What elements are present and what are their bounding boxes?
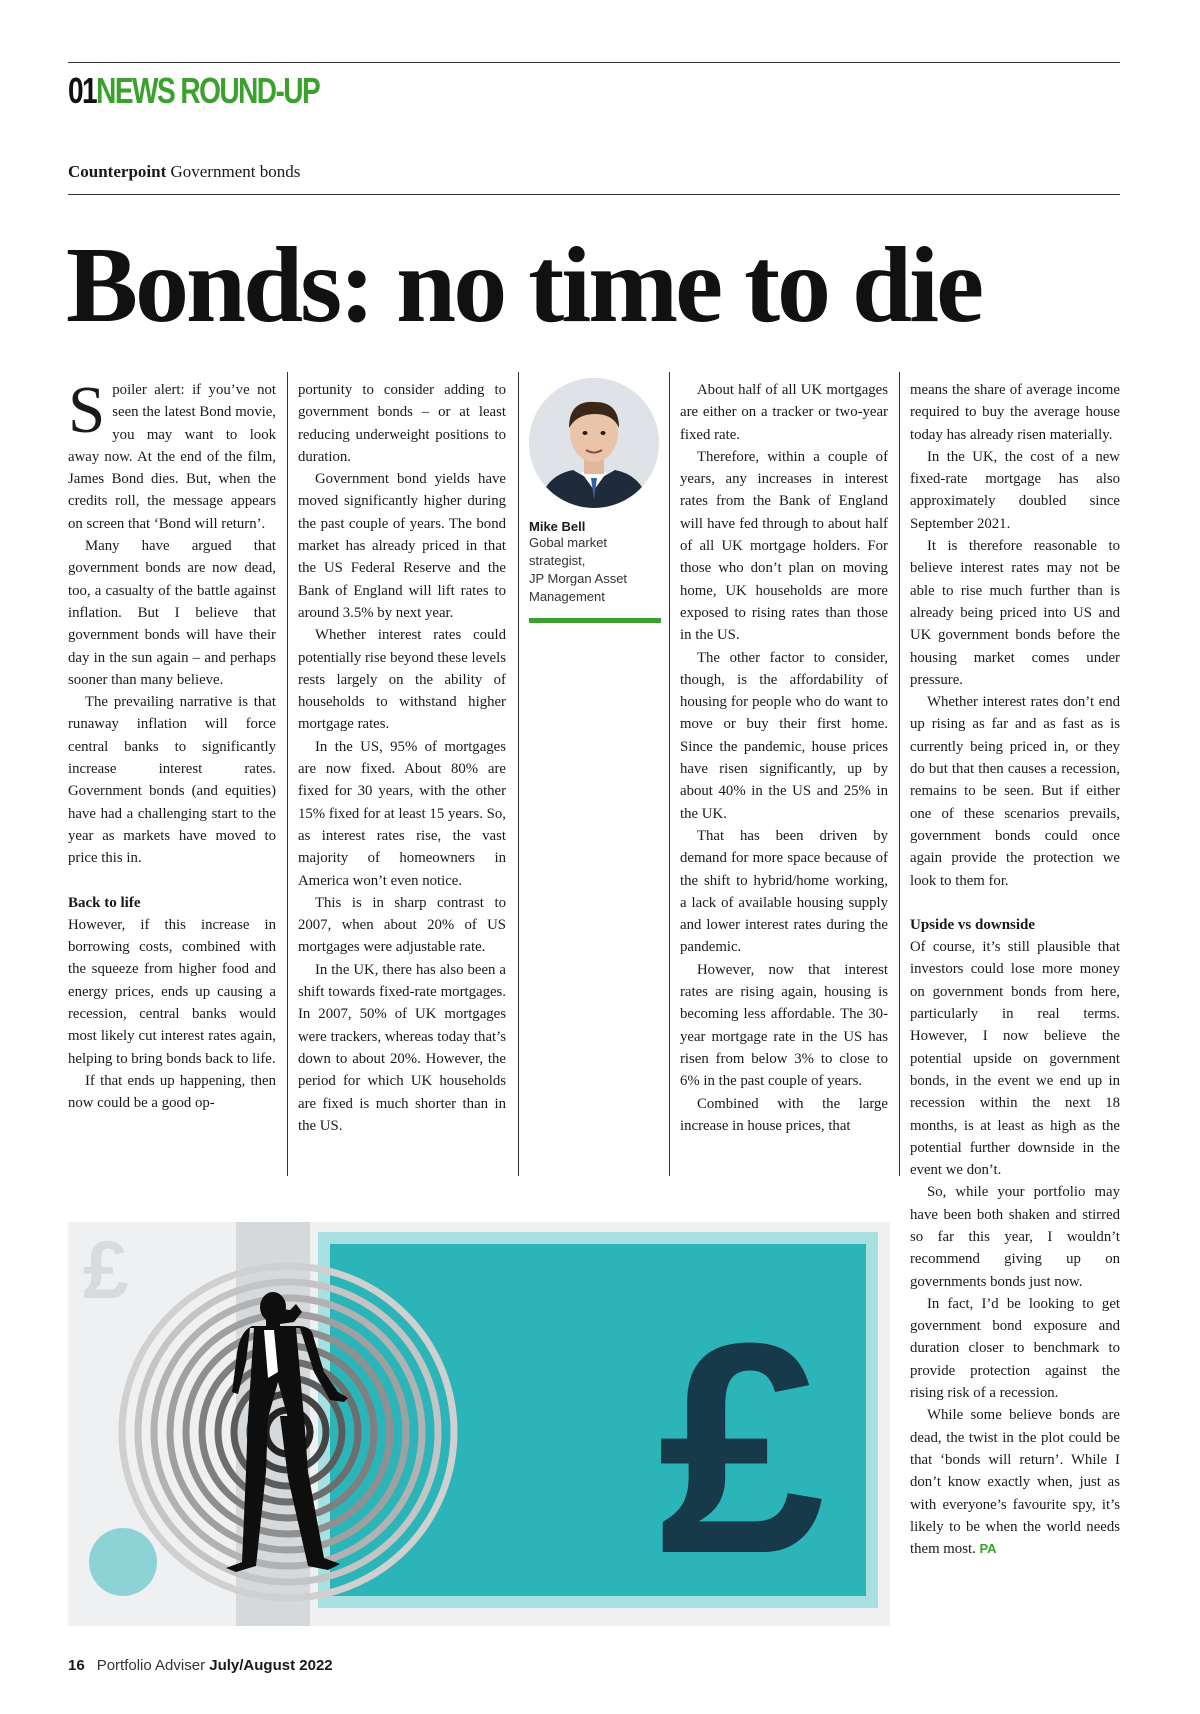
author-photo — [529, 378, 659, 508]
column-divider — [518, 372, 519, 1176]
column-divider — [669, 372, 670, 1176]
banknote-illustration — [68, 1222, 890, 1626]
paragraph: However, now that interest rates are rising again, housing is becoming less affordable. The 30-year mortgage rate in the US has risen from below 3% to close to 6% in the past couple of years. — [680, 961, 888, 1090]
paragraph: The other factor to consider, though, is the affordability of housing for people who do want to move or buy their first home. Since the pandemic, house prices have risen significantly, up by about 40% in the US and 25% in the UK. — [680, 649, 888, 822]
paragraph: Government bond yields have moved significantly higher during the past couple of years. The bond market has already priced in that the US Federal Reserve and the Bank of England will lift rates to around 3.5% by next year. — [298, 471, 506, 621]
paragraph: In the UK, the cost of a new fixed-rate mortgage has also approximately doubled since September 2021. — [910, 448, 1120, 532]
paragraph: Combined with the large increase in house prices, that — [680, 1095, 888, 1134]
paragraph: In fact, I’d be looking to get government bond exposure and duration closer to benchmark to provide protection against the rising risk of a recession. — [910, 1295, 1120, 1402]
section-title: NEWS ROUND-UP — [96, 70, 320, 111]
pound-symbol: £ — [658, 1280, 825, 1616]
paragraph: The prevailing narrative is that runaway inflation will force central banks to significantly increase interest rates. Government bonds (and equities) have had a challenging start to the year as markets have moved to price this in. — [68, 694, 276, 867]
kicker — [68, 162, 300, 182]
publication-name: Portfolio Adviser — [96, 1657, 206, 1674]
paragraph: Whether interest rates could potentially rise beyond these levels rests largely on the ability of households to withstand higher mortgage rates. — [298, 627, 506, 733]
small-pound-symbol: £ — [83, 1225, 129, 1316]
section-number: 01 — [68, 70, 97, 111]
sign-off: PA — [979, 1541, 997, 1557]
top-rule — [68, 62, 1120, 63]
paragraph: About half of all UK mortgages are either on a tracker or two-year fixed rate. — [680, 382, 888, 443]
subheading: Back to life — [68, 894, 141, 911]
paragraph: Therefore, within a couple of years, any increases in interest rates from the Bank of England will have fed through to about half of all UK mortgage holders. For those who don’t plan on moving home, UK households are more exposed to rising rates than those in the US. — [680, 448, 888, 644]
paragraph: If that ends up happening, then now could be a good op- — [68, 1072, 276, 1112]
paragraph: It is therefore reasonable to believe interest rates may not be able to rise much further than is already being priced into US and UK government bonds before the housing market comes under pressure. — [910, 538, 1120, 688]
author-accent-bar — [529, 618, 661, 623]
paragraph: So, while your portfolio may have been both shaken and stirred so far this year, I wouldn’t recommend giving up on governments bonds just now. — [910, 1184, 1120, 1290]
author-name: Mike Bell — [529, 519, 586, 534]
page-footer — [68, 1657, 333, 1674]
paragraph: means the share of average income required to buy the average house today has already risen materially. — [910, 382, 1120, 443]
drop-cap: S — [68, 373, 106, 447]
paragraph: portunity to consider adding to government bonds – or at least reducing underweight positions to duration. — [298, 382, 506, 465]
teal-circle — [89, 1528, 157, 1596]
column-divider — [899, 372, 900, 1176]
column-5 — [910, 379, 1120, 1560]
section-header — [68, 70, 319, 112]
paragraph: While some believe bonds are dead, the twist in the plot could be that ‘bonds will return’. While I don’t know exactly when, just as with everyone’s favourite spy, it’s likely to be when the world needs them most. PA — [910, 1407, 1120, 1558]
issue-date: July/August 2022 — [209, 1657, 333, 1674]
paragraph: Of course, it’s still plausible that investors could lose more money on government bonds from here, particularly in real terms. However, I now believe the potential upside on government bonds, in the event we end up in recession within the next 18 months, is at least as high as the potential further downside in the event we don’t. — [910, 939, 1120, 1179]
kicker-topic: Government bonds — [170, 162, 301, 181]
kicker-rule — [68, 194, 1120, 195]
paragraph: Spoiler alert: if you’ve not seen the latest Bond movie, you may want to look away now. At the end of the film, James Bond dies. But, when the credits roll, the message appears on screen that ‘Bond will return’. — [68, 373, 276, 532]
author-role: Gobal market strategist, JP Morgan Asset Management — [529, 535, 628, 604]
headline: Bonds: no time to die — [66, 226, 982, 345]
column-divider — [287, 372, 288, 1176]
subheading: Upside vs downside — [910, 916, 1036, 933]
paragraph: Many have argued that government bonds are now dead, too, a casualty of the battle against inflation. But I believe that government bonds will have their day in the sun again – and perhaps sooner than many believe. — [68, 538, 276, 688]
paragraph: However, if this increase in borrowing costs, combined with the squeeze from higher food and energy prices, ends up causing a recession, central banks would most likely cut interest rates again, helping to bring bonds back to life. — [68, 916, 276, 1067]
column-4 — [680, 379, 888, 1137]
column-1 — [68, 373, 276, 1115]
paragraph: In the UK, there has also been a shift towards fixed-rate mortgages. In 2007, 50% of UK mortgages were trackers, whereas today that’s down to about 20%. However, the period for which UK households are fixed is much shorter than in the US. — [298, 961, 506, 1134]
paragraph: Whether interest rates don’t end up rising as far and as fast as is currently being priced in, or they do but that then causes a recession, remains to be seen. But if either one of these scenarios prevails, government bonds could once again provide the protection we look to them for. — [910, 694, 1120, 889]
paragraph: This is in sharp contrast to 2007, when about 20% of US mortgages were adjustable rate. — [298, 894, 506, 956]
author-card — [529, 378, 661, 623]
column-2 — [298, 379, 506, 1137]
page-number: 16 — [68, 1657, 85, 1674]
paragraph: That has been driven by demand for more space because of the shift to hybrid/home working, a lack of available housing supply and lower interest rates during the pandemic. — [680, 827, 888, 956]
paragraph: In the US, 95% of mortgages are now fixed. About 80% are fixed for 30 years, with the other 15% fixed for at least 15 years. So, as interest rates rise, the vast majority of homeowners in America won’t even notice. — [298, 738, 506, 889]
kicker-label: Counterpoint — [68, 162, 167, 181]
